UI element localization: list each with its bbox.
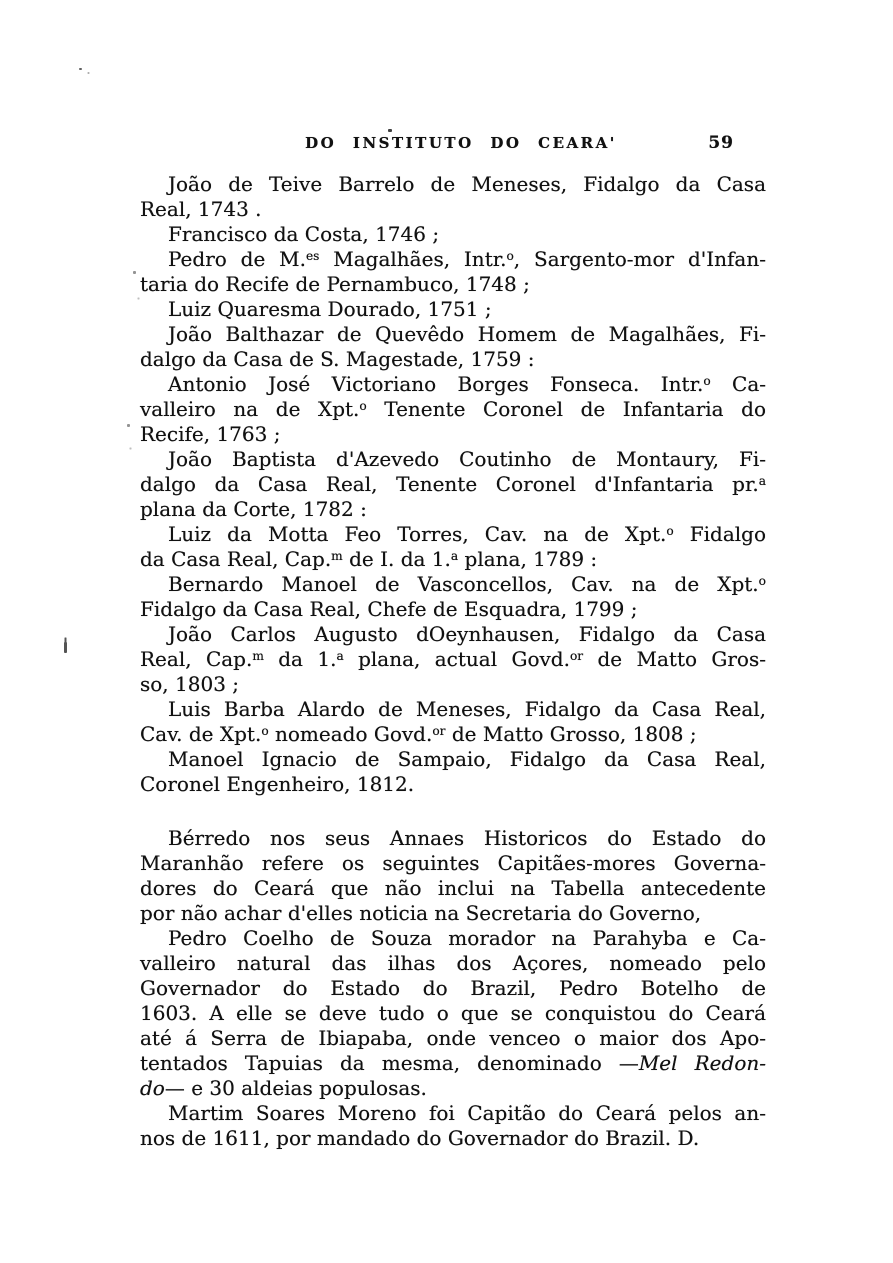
text-line: dores do Ceará que não inclui na Tabella antecedente: [140, 876, 766, 900]
paragraph: [140, 247, 766, 297]
text-line: Maranhão refere os seguintes Capitães-mores Governa-: [140, 851, 766, 875]
paragraph: [140, 447, 766, 522]
text-line: dalgo da Casa Real, Tenente Coronel d'Infantaria pr.$^a$: [140, 472, 766, 496]
text-line: Bérredo nos seus Annaes Historicos do Estado do: [168, 826, 766, 850]
text-line: do— e 30 aldeias populosas.: [140, 1076, 427, 1100]
paragraph: [140, 572, 766, 622]
text-line: João Baptista d'Azevedo Coutinho de Montaury, Fi-: [168, 447, 766, 471]
text-line: Bernardo Manoel de Vasconcellos, Cav. na de Xpt.$^o$: [168, 572, 766, 596]
paragraph: [140, 172, 766, 222]
paragraph: [140, 322, 766, 372]
scan-speck: [64, 642, 67, 653]
text-line: João de Teive Barrelo de Meneses, Fidalgo da Casa: [168, 172, 766, 196]
paragraph: [140, 372, 766, 447]
scan-speck: [133, 271, 136, 274]
text-line: Luiz da Motta Feo Torres, Cav. na de Xpt.$^o$ Fidalgo: [168, 522, 766, 546]
paragraph: [140, 622, 766, 697]
text-line: Cav. de Xpt.$^o$ nomeado Govd.$^{or}$ de Matto Grosso, 1808 ;: [140, 722, 697, 746]
text-line: dalgo da Casa de S. Magestade, 1759 :: [140, 347, 535, 371]
body-text: [140, 172, 766, 1151]
text-line: Pedro Coelho de Souza morador na Parahyba e Ca-: [168, 926, 766, 950]
text-line: até á Serra de Ibiapaba, onde venceo o maior dos Apo-: [140, 1026, 766, 1050]
text-line: Coronel Engenheiro, 1812.: [140, 772, 415, 796]
journal-title: DO INSTITUTO DO CEARA': [305, 134, 617, 152]
text-line: plana da Corte, 1782 :: [140, 497, 367, 521]
text-line: tentados Tapuias da mesma, denominado —Mel Redon-: [140, 1051, 766, 1075]
text-line: Recife, 1763 ;: [140, 422, 281, 446]
text-line: Antonio José Victoriano Borges Fonseca. Intr.$^o$ Ca-: [168, 372, 767, 396]
paragraph: [140, 697, 766, 747]
paragraph: [140, 297, 766, 322]
paragraph: [140, 926, 766, 1101]
text-line: Fidalgo da Casa Real, Chefe de Esquadra, 1799 ;: [140, 597, 638, 621]
text-line: Governador do Estado do Brazil, Pedro Botelho de: [140, 976, 766, 1000]
paragraph: [140, 826, 766, 926]
text-line: por não achar d'elles noticia na Secretaria do Governo,: [140, 901, 702, 925]
paragraph: [140, 222, 766, 247]
text-line: Luis Barba Alardo de Meneses, Fidalgo da Casa Real,: [168, 697, 766, 721]
text-line: João Balthazar de Quevêdo Homem de Magalhães, Fi-: [168, 322, 766, 346]
text-line: Real, 1743 .: [140, 197, 262, 221]
text-line: valleiro natural das ilhas dos Açores, nomeado pelo: [140, 951, 766, 975]
scan-speck: [388, 129, 392, 132]
text-line: taria do Recife de Pernambuco, 1748 ;: [140, 272, 530, 296]
text-line: so, 1803 ;: [140, 672, 240, 696]
paragraph: [140, 522, 766, 572]
text-line: Manoel Ignacio de Sampaio, Fidalgo da Casa Real,: [168, 747, 766, 771]
text-line: Francisco da Costa, 1746 ;: [168, 222, 440, 246]
paragraph: [140, 1101, 766, 1151]
text-line: Real, Cap.$^m$ da 1.$^a$ plana, actual Govd.$^{or}$ de Matto Gros-: [140, 647, 766, 671]
text-line: nos de 1611, por mandado do Governador do Brazil. D.: [140, 1126, 700, 1150]
text-line: Luiz Quaresma Dourado, 1751 ;: [168, 297, 492, 321]
text-line: 1603. A elle se deve tudo o que se conquistou do Ceará: [140, 1001, 766, 1025]
scan-speck: [127, 424, 130, 427]
paragraph: [140, 747, 766, 797]
page-number: 59: [708, 133, 734, 153]
scan-speck: [79, 68, 82, 70]
running-header: [140, 134, 766, 158]
text-line: Martim Soares Moreno foi Capitão do Ceará pelos an-: [168, 1101, 766, 1125]
text-line: da Casa Real, Cap.$^m$ de I. da 1.$^a$ plana, 1789 :: [140, 547, 598, 571]
text-line: João Carlos Augusto dOeynhausen, Fidalgo da Casa: [168, 622, 766, 646]
text-line: Pedro de M.$^{es}$ Magalhães, Intr.$^o$, Sargento-mor d'Infan-: [168, 247, 766, 271]
text-line: valleiro na de Xpt.$^o$ Tenente Coronel de Infantaria do: [140, 397, 766, 421]
